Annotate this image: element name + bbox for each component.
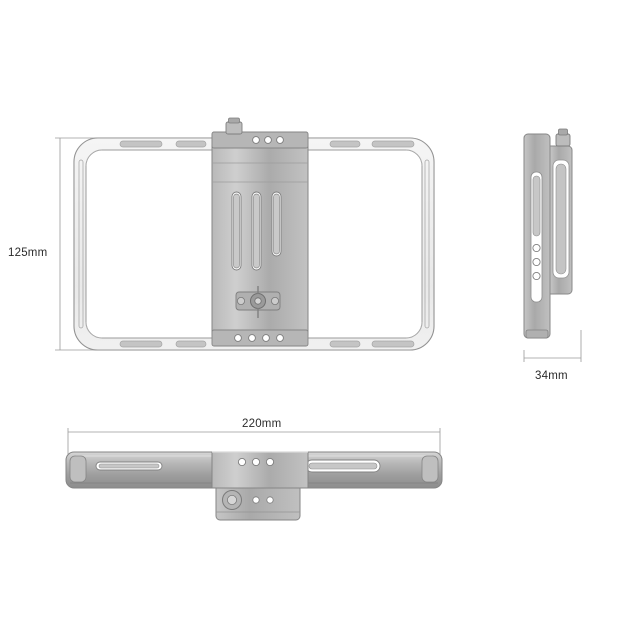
dimension-label-height: 125mm — [8, 247, 48, 259]
front-view-graphic — [74, 118, 434, 350]
dimension-label-depth: 34mm — [535, 370, 568, 382]
side-view-graphic — [524, 129, 572, 338]
dimension-label-width: 220mm — [242, 418, 282, 430]
top-view-graphic — [66, 452, 442, 520]
